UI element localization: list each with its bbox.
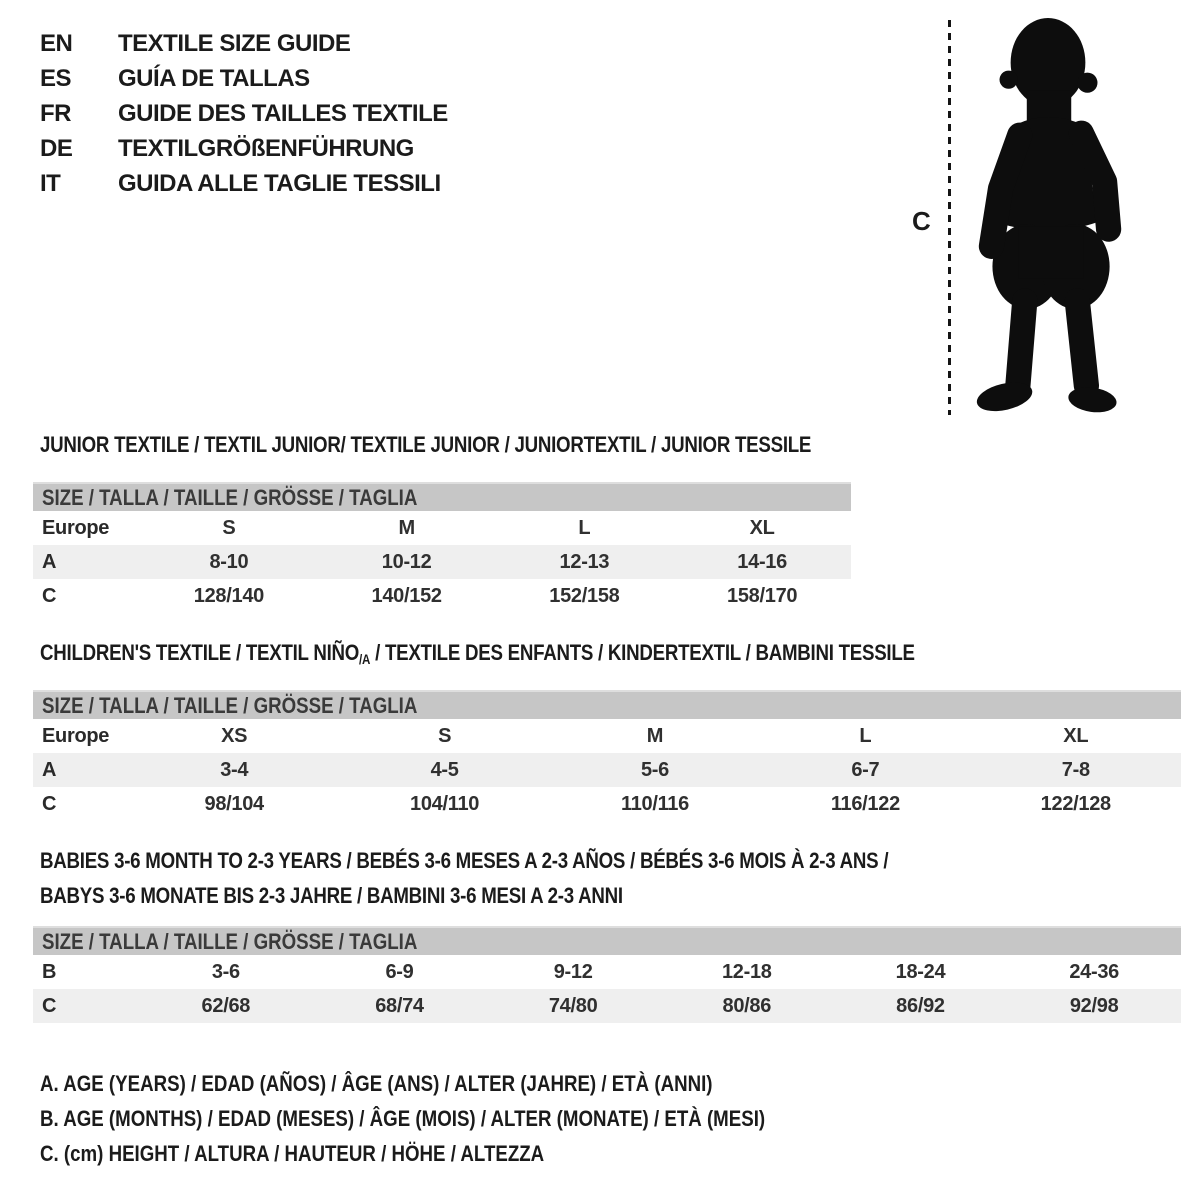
language-code-fr: FR [40, 100, 71, 127]
height-cell: 74/80 [486, 989, 660, 1023]
children-section-title-text [40, 640, 915, 666]
babies-size-header-bar [33, 926, 1181, 955]
legend-line-c [40, 1136, 893, 1171]
row-label: C [42, 792, 57, 815]
size-cell: M [398, 516, 415, 539]
height-cell: 98/104 [204, 792, 264, 815]
height-measure-dashed-line [948, 20, 951, 415]
age-cell: 6-7 [760, 753, 970, 787]
children-title-post: / TEXTILE DES ENFANTS / KINDERTEXTIL / BAMBINI TESSILE [370, 640, 915, 665]
months-cell: 3-6 [211, 960, 240, 983]
height-cell: 140/152 [371, 584, 442, 607]
months-cell: 18-24 [895, 960, 946, 983]
babies-row-months [33, 955, 1181, 989]
height-cell: 92/98 [1007, 989, 1181, 1023]
babies-row-height [33, 989, 1181, 1023]
height-cell: 122/128 [1040, 792, 1111, 815]
size-cell: L [859, 724, 872, 747]
legend-line-a [40, 1066, 893, 1101]
junior-section-title [40, 432, 947, 458]
children-size-header-label: SIZE / TALLA / TAILLE / GRÖSSE / TAGLIA [42, 693, 418, 718]
legend-line-b-text: B. AGE (MONTHS) / EDAD (MESES) / ÂGE (MOIS) / ALTER (MONATE) / ETÀ (MESI) [40, 1106, 766, 1131]
junior-row-age [33, 545, 851, 579]
height-cell: 62/68 [139, 989, 313, 1023]
baby-silhouette-icon [962, 12, 1134, 416]
months-cell: 9-12 [553, 960, 593, 983]
age-cell: 12-13 [496, 545, 674, 579]
height-cell: 152/158 [549, 584, 620, 607]
children-title-pre: CHILDREN'S TEXTILE / TEXTIL NIÑO [40, 640, 360, 665]
months-cell: 6-9 [385, 960, 414, 983]
age-cell: 7-8 [971, 753, 1181, 787]
junior-size-table [33, 482, 851, 613]
months-cell: 12-18 [721, 960, 772, 983]
age-cell: 14-16 [673, 545, 851, 579]
language-row-es [40, 61, 448, 96]
junior-row-height [33, 579, 851, 613]
children-row-age [33, 753, 1181, 787]
months-cell: 24-36 [1069, 960, 1119, 983]
language-code-it: IT [40, 170, 61, 197]
row-label: Europe [42, 724, 110, 747]
age-cell: 10-12 [318, 545, 496, 579]
size-cell: XS [221, 724, 248, 747]
row-label: Europe [42, 516, 110, 539]
language-title-es: GUÍA DE TALLAS [118, 65, 310, 92]
legend-line-a-text: A. AGE (YEARS) / EDAD (AÑOS) / ÂGE (ANS) / ALTER (JAHRE) / ETÀ (ANNI) [40, 1071, 713, 1096]
language-row-fr [40, 96, 448, 131]
height-cell: 104/110 [410, 792, 480, 815]
age-cell: 4-5 [339, 753, 549, 787]
language-title-de: TEXTILGRÖßENFÜHRUNG [118, 135, 414, 162]
size-cell: L [578, 516, 591, 539]
size-cell: XL [749, 516, 775, 539]
height-measure-label: C [912, 206, 931, 236]
babies-size-table [33, 926, 1181, 1023]
babies-table [33, 955, 1181, 1023]
babies-size-header-label: SIZE / TALLA / TAILLE / GRÖSSE / TAGLIA [42, 929, 418, 954]
language-title-it: GUIDA ALLE TAGLIE TESSILI [118, 170, 441, 197]
age-cell: 3-4 [129, 753, 339, 787]
children-row-height [33, 787, 1181, 821]
junior-table [33, 511, 851, 613]
children-row-europe [33, 719, 1181, 753]
height-cell: 158/170 [727, 584, 798, 607]
language-row-en [40, 26, 448, 61]
age-cell: 5-6 [550, 753, 760, 787]
row-label: C [33, 989, 139, 1023]
size-cell: M [646, 724, 664, 747]
legend-line-c-text: C. (cm) HEIGHT / ALTURA / HAUTEUR / HÖHE / ALTEZZA [40, 1141, 545, 1166]
height-cell: 68/74 [313, 989, 487, 1023]
legend [40, 1066, 893, 1171]
row-label: A [33, 753, 129, 787]
height-cell: 110/116 [620, 792, 689, 815]
junior-row-europe [33, 511, 851, 545]
babies-section-title [40, 843, 1038, 913]
size-cell: XL [1063, 724, 1089, 747]
language-row-de [40, 131, 448, 166]
children-section-title [40, 640, 1069, 666]
language-title-en: TEXTILE SIZE GUIDE [118, 30, 351, 57]
language-code-es: ES [40, 65, 72, 92]
height-cell: 128/140 [193, 584, 264, 607]
children-table [33, 719, 1181, 821]
junior-size-header-label: SIZE / TALLA / TAILLE / GRÖSSE / TAGLIA [42, 485, 418, 510]
babies-title-line2: BABYS 3-6 MONATE BIS 2-3 JAHRE / BAMBINI 3-6 MESI A 2-3 ANNI [40, 883, 623, 908]
junior-size-header-bar [33, 482, 851, 511]
row-label: C [42, 584, 57, 607]
height-cell: 80/86 [660, 989, 834, 1023]
row-label: B [42, 960, 57, 983]
size-cell: S [222, 516, 236, 539]
babies-title-line1: BABIES 3-6 MONTH TO 2-3 YEARS / BEBÉS 3-6 MESES A 2-3 AÑOS / BÉBÉS 3-6 MOIS À 2-3 ANS / [40, 848, 889, 873]
height-cell: 86/92 [834, 989, 1008, 1023]
language-code-en: EN [40, 30, 73, 57]
age-cell: 8-10 [140, 545, 318, 579]
size-cell: S [438, 724, 452, 747]
children-title-sub: /A [359, 651, 371, 667]
row-label: A [33, 545, 140, 579]
legend-line-b [40, 1101, 893, 1136]
children-size-table [33, 690, 1181, 821]
language-row-it [40, 166, 448, 201]
junior-section-title-text: JUNIOR TEXTILE / TEXTIL JUNIOR/ TEXTILE JUNIOR / JUNIORTEXTIL / JUNIOR TESSILE [40, 432, 812, 457]
height-cell: 116/122 [830, 792, 900, 815]
language-title-fr: GUIDE DES TAILLES TEXTILE [118, 100, 448, 127]
language-code-de: DE [40, 135, 73, 162]
language-list [40, 26, 448, 201]
children-size-header-bar [33, 690, 1181, 719]
